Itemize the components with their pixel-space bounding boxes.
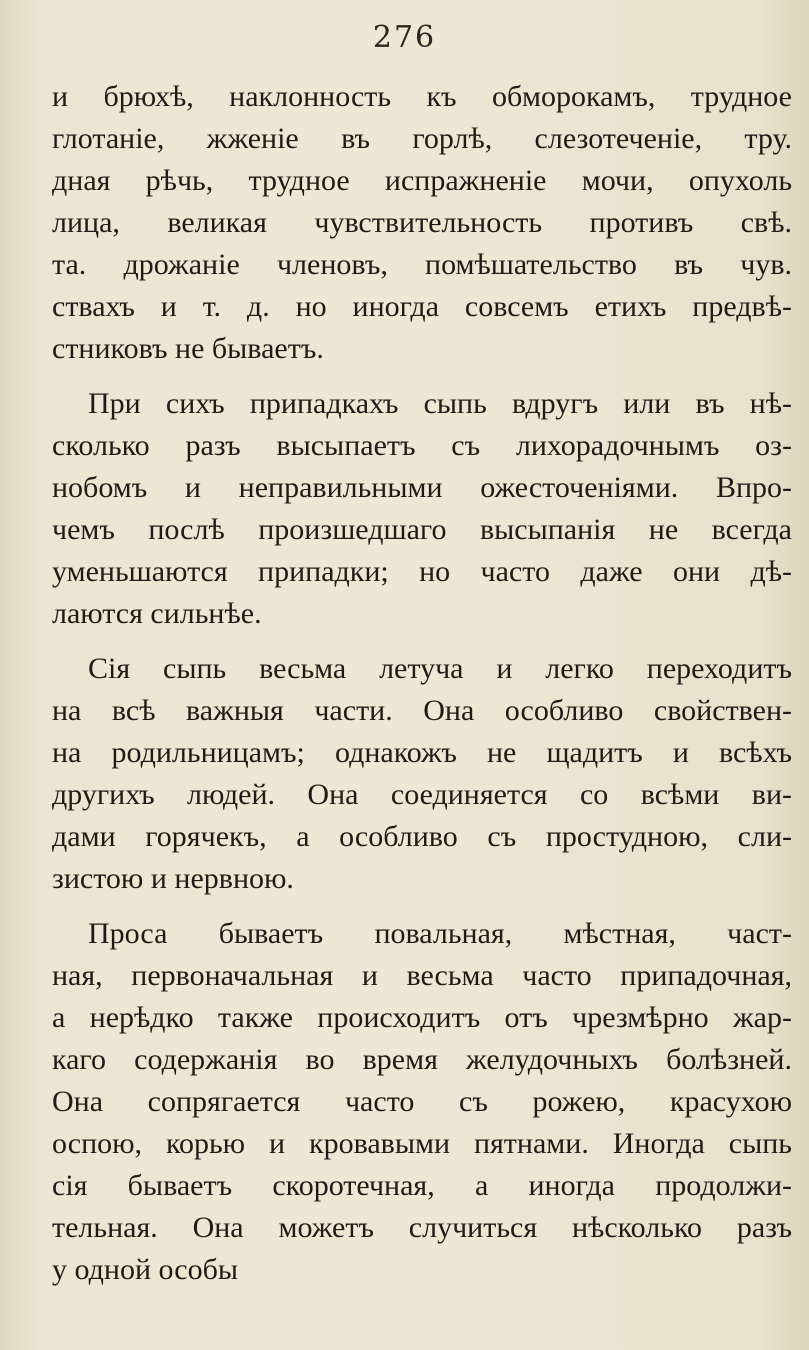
paragraph-1 <box>52 76 792 370</box>
page-number: 276 <box>372 20 437 55</box>
text-line: и брюхѣ, наклонность къ обморокамъ, трудное <box>52 80 792 113</box>
text-line: та. дрожаніе членовъ, помѣшательство въ чув. <box>52 248 792 281</box>
text-line: При сихъ припадкахъ сыпь вдругъ или въ нѣ- <box>88 387 792 420</box>
paragraph-2 <box>52 383 792 635</box>
text-line: ствахъ и т. д. но иногда совсемъ етихъ предвѣ- <box>52 290 792 323</box>
page-text <box>52 76 792 1291</box>
text-line: стниковъ не бываетъ. <box>52 332 324 365</box>
text-line: лаются сильнѣе. <box>52 597 262 630</box>
text-line: тельная. Она можетъ случиться нѣсколько разъ <box>52 1211 792 1244</box>
text-line: другихъ людей. Она соединяется со всѣми ви- <box>52 778 792 811</box>
text-line: а нерѣдко также происходитъ отъ чрезмѣрно жар- <box>52 1001 792 1034</box>
text-line: каго содержанія во время желудочныхъ болѣзней. <box>52 1043 792 1076</box>
text-line: у одной особы <box>52 1253 238 1286</box>
text-line: дами горячекъ, а особливо съ простудною, сли- <box>52 820 792 853</box>
text-line: зистою и нервною. <box>52 862 294 895</box>
text-line: сія бываетъ скоротечная, а иногда продолжи- <box>52 1169 792 1202</box>
text-line: нобомъ и неправильными ожесточеніями. Впро- <box>52 471 792 504</box>
text-line: Она сопрягается часто съ рожею, красухою <box>52 1085 792 1118</box>
text-line: ная, первоначальная и весьма часто припадочная, <box>52 959 792 992</box>
paragraph-3 <box>52 648 792 900</box>
text-line: сколько разъ высыпаетъ съ лихорадочнымъ оз- <box>52 429 792 462</box>
text-line: чемъ послѣ произшедшаго высыпанія не всегда <box>52 513 792 546</box>
text-line: оспою, корью и кровавыми пятнами. Иногда сыпь <box>52 1127 792 1160</box>
paragraph-4 <box>52 913 792 1291</box>
text-line: уменьшаются припадки; но часто даже они дѣ- <box>52 555 792 588</box>
text-line: Проса бываетъ повальная, мѣстная, част- <box>88 917 792 950</box>
text-line: дная рѣчь, трудное испражненіе мочи, опухоль <box>52 164 792 197</box>
text-line: глотаніе, жженіе въ горлѣ, слезотеченіе, тру. <box>52 122 792 155</box>
text-line: на всѣ важныя части. Она особливо свойствен- <box>52 694 792 727</box>
text-line: лица, великая чувствительность противъ свѣ. <box>52 206 792 239</box>
text-line: Сія сыпь весьма летуча и легко переходитъ <box>88 652 792 685</box>
text-line: на родильницамъ; однакожъ не щадитъ и всѣхъ <box>52 736 792 769</box>
